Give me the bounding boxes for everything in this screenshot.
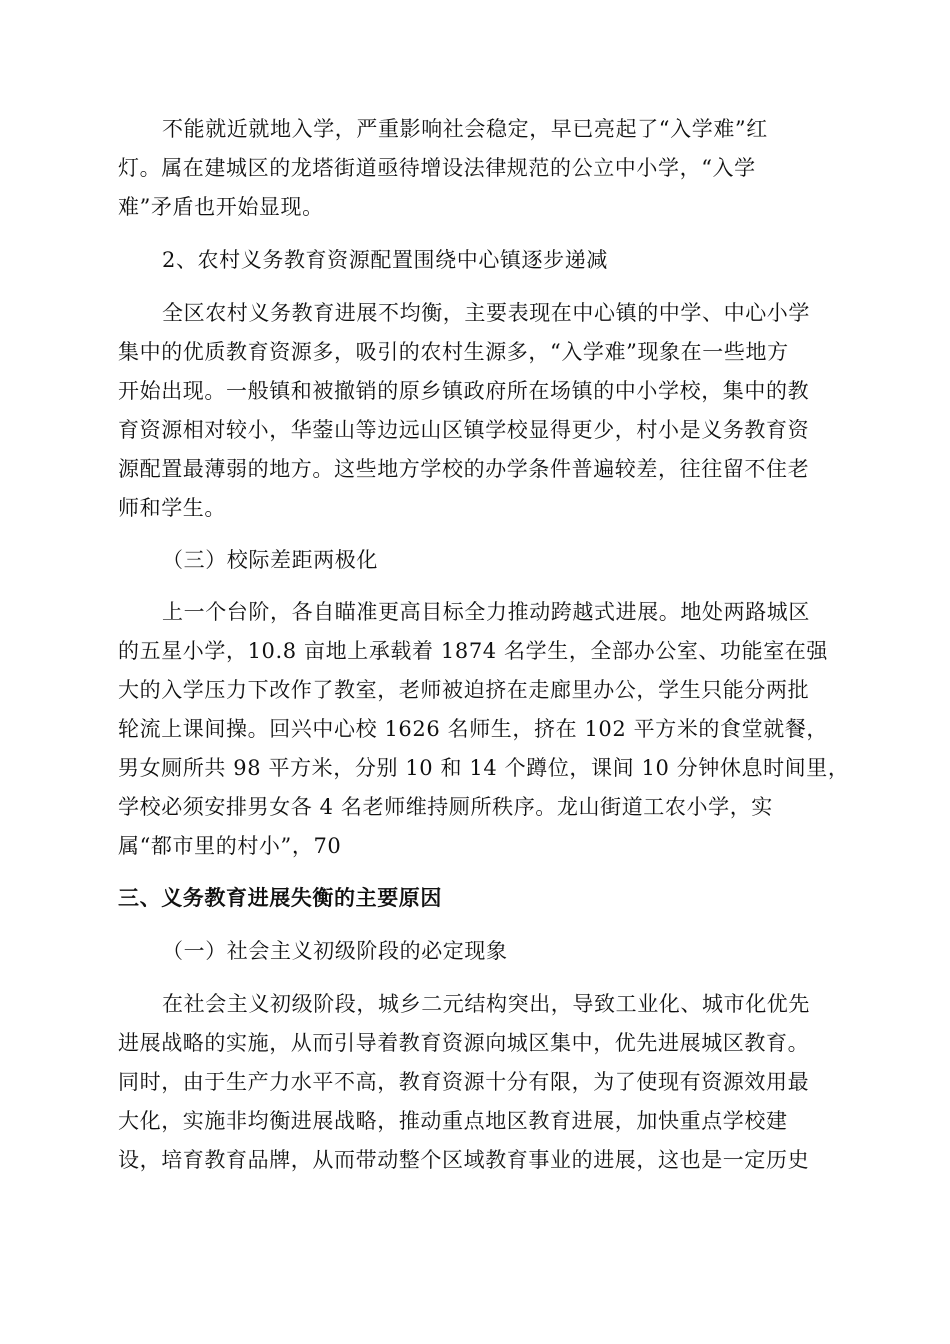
paragraph-line: 开始出现。一般镇和被撤销的原乡镇政府所在场镇的中小学校，集中的教: [118, 379, 810, 403]
paragraph-line: 同时，由于生产力水平不高，教育资源十分有限，为了使现有资源效用最: [118, 1070, 810, 1094]
paragraph-line: 的五星小学，10.8 亩地上承载着 1874 名学生，全部办公室、功能室在强: [118, 639, 829, 663]
paragraph-line: 大化，实施非均衡进展战略，推动重点地区教育进展，加快重点学校建: [118, 1109, 788, 1133]
paragraph-line: 在社会主义初级阶段，城乡二元结构突出，导致工业化、城市化优先: [162, 992, 810, 1016]
paragraph-line: 大的入学压力下改作了教室，老师被迫挤在走廊里办公，学生只能分两批: [118, 678, 810, 702]
paragraph-line: 上一个台阶，各自瞄准更高目标全力推动跨越式进展。地处两路城区: [162, 600, 810, 624]
paragraph-line: 难”矛盾也开始显现。: [118, 195, 324, 219]
subheading-school-gap: （三）校际差距两极化: [162, 548, 378, 572]
paragraph-line: 轮流上课间操。回兴中心校 1626 名师生，挤在 102 平方米的食堂就餐，: [118, 717, 829, 741]
subheading-rural-allocation: 2、农村义务教育资源配置围绕中心镇逐步递减: [162, 248, 608, 272]
paragraph-line: 集中的优质教育资源多，吸引的农村生源多，“入学难”现象在一些地方: [118, 340, 789, 364]
paragraph-line: 进展战略的实施，从而引导着教育资源向城区集中，优先进展城区教育。: [118, 1031, 810, 1055]
paragraph-line: 男女厕所共 98 平方米，分别 10 和 14 个蹲位，课间 10 分钟休息时间里，: [118, 756, 850, 780]
paragraph-line: 属“都市里的村小”，70: [118, 834, 342, 858]
paragraph-line: 全区农村义务教育进展不均衡，主要表现在中心镇的中学、中心小学: [162, 301, 810, 325]
paragraph-line: 师和学生。: [118, 496, 226, 520]
section-three-title: 三、义务教育进展失衡的主要原因: [118, 885, 442, 910]
paragraph-line: 不能就近就地入学，严重影响社会稳定，早已亮起了“入学难”红: [162, 117, 768, 141]
paragraph-line: 灯。属在建城区的龙塔街道亟待增设法律规范的公立中小学，“入学: [118, 156, 756, 180]
subheading-primary-stage: （一）社会主义初级阶段的必定现象: [162, 939, 508, 963]
paragraph-line: 设，培育教育品牌，从而带动整个区域教育事业的进展，这也是一定历史: [118, 1148, 810, 1172]
paragraph-line: 育资源相对较小，华蓥山等边远山区镇学校显得更少，村小是义务教育资: [118, 418, 810, 442]
paragraph-line: 源配置最薄弱的地方。这些地方学校的办学条件普遍较差，往往留不住老: [118, 457, 810, 481]
paragraph-line: 学校必须安排男女各 4 名老师维持厕所秩序。龙山街道工农小学，实: [118, 795, 773, 819]
